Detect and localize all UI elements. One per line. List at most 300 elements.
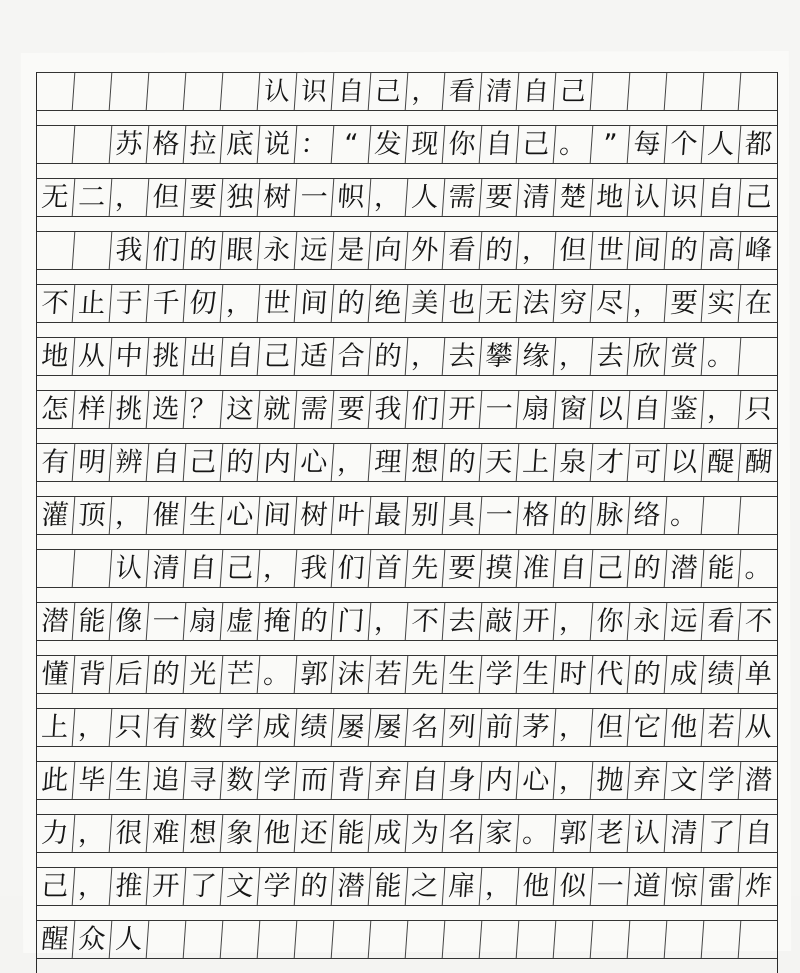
grid-cell: ？	[184, 391, 224, 428]
grid-cell: 背	[332, 762, 372, 799]
grid-cell: 醒	[36, 921, 76, 958]
grid-cell	[554, 921, 594, 958]
grid-cell: 学	[702, 762, 742, 799]
grid-cell	[739, 497, 779, 534]
grid-cell: 自	[332, 73, 372, 110]
grid-cell: ，	[554, 709, 594, 746]
grid-cell: ”	[591, 126, 631, 163]
grid-cell: 很	[110, 815, 150, 852]
grid-cell: 学	[480, 656, 520, 693]
grid-cell: 楚	[554, 179, 594, 216]
grid-cell: 沫	[332, 656, 372, 693]
grid-cell: 需	[295, 391, 335, 428]
grid-cell: 自	[628, 391, 668, 428]
title-row	[37, 72, 777, 111]
grid-cell: 己	[221, 550, 261, 587]
grid-cell: 选	[147, 391, 187, 428]
grid-cell: ，	[406, 338, 446, 375]
grid-cell: 出	[184, 338, 224, 375]
grid-cell	[184, 921, 224, 958]
grid-cell: 地	[36, 338, 76, 375]
grid-cell: 挑	[110, 391, 150, 428]
grid-cell: 能	[73, 603, 113, 640]
grid-cell: 潜	[36, 603, 76, 640]
grid-cell: 我	[295, 550, 335, 587]
grid-cell	[739, 73, 779, 110]
grid-cell: 像	[110, 603, 150, 640]
grid-cell: ，	[702, 391, 742, 428]
grid-cell: 时	[554, 656, 594, 693]
essay-row	[37, 655, 777, 694]
grid-cell: 自	[221, 338, 261, 375]
grid-cell: 若	[702, 709, 742, 746]
grid-cell: 。	[702, 338, 742, 375]
grid-cell: 的	[628, 656, 668, 693]
grid-cell: 清	[147, 550, 187, 587]
grid-cell: 的	[295, 868, 335, 905]
essay-row	[37, 231, 777, 270]
grid-cell	[36, 550, 76, 587]
grid-cell: 学	[258, 762, 298, 799]
grid-cell: 能	[332, 815, 372, 852]
grid-cell: 潜	[665, 550, 705, 587]
grid-cell: 开	[517, 603, 557, 640]
grid-cell: 郭	[295, 656, 335, 693]
grid-cell: 才	[591, 444, 631, 481]
grid-cell: 一	[295, 179, 335, 216]
grid-cell: 它	[628, 709, 668, 746]
grid-cell: 个	[665, 126, 705, 163]
grid-cell	[36, 126, 76, 163]
grid-cell: ，	[221, 285, 261, 322]
grid-cell: 老	[591, 815, 631, 852]
grid-cell: ，	[110, 497, 150, 534]
grid-cell: 背	[73, 656, 113, 693]
grid-cell: 。	[517, 815, 557, 852]
grid-cell: 地	[591, 179, 631, 216]
grid-cell: 首	[369, 550, 409, 587]
grid-cell: 我	[369, 391, 409, 428]
grid-cell: 也	[443, 285, 483, 322]
grid-cell: 力	[36, 815, 76, 852]
grid-cell: 是	[332, 232, 372, 269]
grid-cell: 自	[743, 818, 774, 849]
grid-cell: 惊	[665, 868, 705, 905]
grid-cell: ，	[554, 603, 594, 640]
grid-cell: 树	[258, 179, 298, 216]
grid-cell: 赏	[665, 338, 705, 375]
grid-cell: 看	[443, 232, 483, 269]
grid-cell: 单	[743, 659, 774, 690]
grid-cell: 扉	[443, 868, 483, 905]
grid-cell: 虚	[221, 603, 261, 640]
essay-row	[37, 867, 777, 906]
grid-cell: 无	[36, 179, 76, 216]
grid-cell	[36, 232, 76, 269]
grid-cell: 从	[743, 712, 774, 743]
grid-cell: 以	[591, 391, 631, 428]
grid-cell	[628, 73, 668, 110]
grid-cell: 己	[184, 444, 224, 481]
grid-cell: 先	[406, 656, 446, 693]
grid-cell: 光	[184, 656, 224, 693]
grid-cell: 不	[743, 606, 774, 637]
grid-cell: 都	[743, 129, 774, 160]
grid-cell: 自	[702, 179, 742, 216]
grid-cell: 挑	[147, 338, 187, 375]
grid-cell: 先	[406, 550, 446, 587]
grid-cell: 就	[258, 391, 298, 428]
grid-cell: 但	[147, 179, 187, 216]
grid-cell: 己	[517, 126, 557, 163]
grid-cell: 树	[295, 497, 335, 534]
grid-cell: ，	[628, 285, 668, 322]
grid-cell: 而	[295, 762, 335, 799]
grid-cell: ，	[554, 338, 594, 375]
essay-row	[37, 496, 777, 535]
grid-cell: 要	[332, 391, 372, 428]
grid-cell: 我	[110, 232, 150, 269]
grid-cell: ，	[258, 550, 298, 587]
grid-cell: 清	[517, 179, 557, 216]
grid-cell: 去	[443, 603, 483, 640]
grid-cell: 屡	[369, 709, 409, 746]
grid-cell: 法	[517, 285, 557, 322]
grid-cell: 从	[73, 338, 113, 375]
grid-cell: 郭	[554, 815, 594, 852]
grid-cell: 敲	[480, 603, 520, 640]
grid-cell: 他	[258, 815, 298, 852]
grid-cell: 但	[591, 709, 631, 746]
grid-cell: 辨	[110, 444, 150, 481]
grid-cell: 不	[36, 285, 76, 322]
grid-cell: 成	[258, 709, 298, 746]
grid-cell: 扇	[517, 391, 557, 428]
grid-cell: 你	[591, 603, 631, 640]
grid-cell: ，	[406, 73, 446, 110]
grid-cell: 眼	[221, 232, 261, 269]
grid-cell: 寻	[184, 762, 224, 799]
grid-cell	[73, 126, 113, 163]
grid-cell: 文	[665, 762, 705, 799]
grid-cell: 前	[480, 709, 520, 746]
grid-cell: 发	[369, 126, 409, 163]
grid-cell	[258, 921, 298, 958]
grid-cell: 潜	[743, 765, 774, 796]
grid-cell: 可	[628, 444, 668, 481]
grid-cell: ，	[369, 603, 409, 640]
grid-cell: 他	[665, 709, 705, 746]
grid-cell: 窗	[554, 391, 594, 428]
grid-cell: 在	[743, 288, 774, 319]
grid-cell: 家	[480, 815, 520, 852]
grid-cell: 的	[295, 603, 335, 640]
grid-cell: 自	[406, 762, 446, 799]
grid-cell: 一	[480, 391, 520, 428]
grid-cell: 们	[332, 550, 372, 587]
grid-cell: 不	[406, 603, 446, 640]
grid-cell: 掩	[258, 603, 298, 640]
grid-cell: 难	[147, 815, 187, 852]
grid-cell: 别	[406, 497, 446, 534]
grid-cell: 们	[406, 391, 446, 428]
grid-cell	[443, 921, 483, 958]
grid-cell: 底	[221, 126, 261, 163]
grid-cell: 开	[147, 868, 187, 905]
grid-cell: 醐	[743, 447, 774, 478]
grid-cell: 样	[73, 391, 113, 428]
grid-cell: 外	[406, 232, 446, 269]
grid-cell: 高	[702, 232, 742, 269]
grid-cell: 适	[295, 338, 335, 375]
grid-cell: 合	[332, 338, 372, 375]
grid-cell: 清	[480, 73, 520, 110]
grid-cell: 有	[36, 444, 76, 481]
grid-cell: 身	[443, 762, 483, 799]
grid-cell: ，	[554, 762, 594, 799]
manuscript-grid	[36, 72, 778, 973]
grid-cell: 缘	[517, 338, 557, 375]
grid-cell: ，	[517, 232, 557, 269]
grid-cell: 了	[702, 815, 742, 852]
grid-cell	[739, 921, 779, 958]
grid-cell: 永	[258, 232, 298, 269]
grid-cell: 学	[258, 868, 298, 905]
grid-cell: 的	[332, 285, 372, 322]
grid-cell: 需	[443, 179, 483, 216]
grid-cell	[73, 232, 113, 269]
grid-cell: 自	[184, 550, 224, 587]
grid-cell: 一	[480, 497, 520, 534]
grid-cell	[406, 921, 446, 958]
grid-cell: 推	[110, 868, 150, 905]
grid-cell: 己	[36, 868, 76, 905]
grid-cell: 抛	[591, 762, 631, 799]
grid-cell: 己	[258, 338, 298, 375]
essay-row	[37, 708, 777, 747]
grid-cell: 。	[554, 126, 594, 163]
grid-cell: 潜	[332, 868, 372, 905]
essay-row	[37, 125, 777, 164]
essay-row	[37, 337, 777, 376]
grid-cell: 列	[443, 709, 483, 746]
essay-row	[37, 284, 777, 323]
grid-cell: 一	[147, 603, 187, 640]
grid-cell: 门	[332, 603, 372, 640]
grid-cell: 间	[258, 497, 298, 534]
grid-cell: 攀	[480, 338, 520, 375]
grid-cell: 自	[517, 73, 557, 110]
grid-cell: 美	[406, 285, 446, 322]
grid-cell	[147, 921, 187, 958]
grid-cell: 清	[665, 815, 705, 852]
grid-cell: 认	[628, 179, 668, 216]
grid-cell: 若	[369, 656, 409, 693]
grid-cell: 为	[406, 815, 446, 852]
grid-cell: 格	[147, 126, 187, 163]
grid-cell: 无	[480, 285, 520, 322]
grid-cell	[591, 921, 631, 958]
grid-cell: 认	[628, 815, 668, 852]
grid-cell: 之	[406, 868, 446, 905]
grid-cell: 绝	[369, 285, 409, 322]
grid-cell: 一	[591, 868, 631, 905]
grid-cell: 看	[702, 603, 742, 640]
grid-cell	[702, 497, 742, 534]
grid-cell: 的	[628, 550, 668, 587]
grid-cell: 摸	[480, 550, 520, 587]
grid-cell	[702, 921, 742, 958]
grid-cell: 催	[147, 497, 187, 534]
grid-cell: 名	[406, 709, 446, 746]
grid-cell: 内	[480, 762, 520, 799]
grid-cell: 要	[665, 285, 705, 322]
grid-cell: 最	[369, 497, 409, 534]
grid-cell: 苏	[110, 126, 150, 163]
grid-cell: 帜	[332, 179, 372, 216]
grid-cell: 实	[702, 285, 742, 322]
grid-cell	[295, 921, 335, 958]
grid-cell: 开	[443, 391, 483, 428]
grid-cell: 芒	[221, 656, 261, 693]
grid-cell	[147, 73, 187, 110]
grid-cell: 独	[221, 179, 261, 216]
grid-cell: 。	[258, 656, 298, 693]
grid-cell: 。	[665, 497, 705, 534]
grid-cell: 的	[554, 497, 594, 534]
grid-cell: 千	[147, 285, 187, 322]
essay-row	[37, 814, 777, 853]
grid-cell: 懂	[36, 656, 76, 693]
grid-cell: 具	[443, 497, 483, 534]
grid-cell	[517, 921, 557, 958]
grid-cell: 自	[554, 550, 594, 587]
grid-cell	[184, 73, 224, 110]
grid-cell: 中	[110, 338, 150, 375]
grid-cell	[591, 73, 631, 110]
grid-cell: 要	[443, 550, 483, 587]
grid-cell: 绩	[702, 656, 742, 693]
grid-cell: 的	[665, 232, 705, 269]
grid-cell: 己	[369, 73, 409, 110]
grid-cell: 己	[554, 73, 594, 110]
grid-cell	[369, 921, 409, 958]
grid-cell: 止	[73, 285, 113, 322]
grid-cell: 。	[743, 553, 774, 584]
grid-cell: 每	[628, 126, 668, 163]
grid-cell: 数	[184, 709, 224, 746]
grid-cell: 人	[406, 179, 446, 216]
grid-cell: 但	[554, 232, 594, 269]
grid-cell: 间	[628, 232, 668, 269]
grid-cell: 的	[221, 444, 261, 481]
grid-cell: 的	[184, 232, 224, 269]
grid-cell: 生	[517, 656, 557, 693]
grid-cell: 你	[443, 126, 483, 163]
grid-cell: 文	[221, 868, 261, 905]
grid-cell	[221, 921, 261, 958]
grid-cell: 想	[406, 444, 446, 481]
grid-cell: 拉	[184, 126, 224, 163]
grid-cell: 名	[443, 815, 483, 852]
essay-row	[37, 443, 777, 482]
grid-cell: 成	[369, 815, 409, 852]
essay-row	[37, 390, 777, 429]
grid-cell	[702, 73, 742, 110]
grid-cell: 上	[36, 709, 76, 746]
grid-cell: 道	[628, 868, 668, 905]
grid-cell: 格	[517, 497, 557, 534]
grid-cell: 人	[110, 921, 150, 958]
grid-cell	[73, 550, 113, 587]
grid-cell: 二	[73, 179, 113, 216]
grid-cell: 要	[184, 179, 224, 216]
grid-cell: 叶	[332, 497, 372, 534]
grid-cell: 世	[258, 285, 298, 322]
grid-cell: 还	[295, 815, 335, 852]
grid-cell: 炸	[743, 871, 774, 902]
grid-cell: 弃	[628, 762, 668, 799]
grid-cell: 绩	[295, 709, 335, 746]
grid-cell	[36, 73, 76, 110]
grid-cell: 人	[702, 126, 742, 163]
grid-cell: 准	[517, 550, 557, 587]
grid-cell: 己	[591, 550, 631, 587]
grid-cell: 怎	[36, 391, 76, 428]
grid-cell: 追	[147, 762, 187, 799]
grid-cell: 的	[369, 338, 409, 375]
grid-cell: 认	[110, 550, 150, 587]
grid-cell: 尽	[591, 285, 631, 322]
essay-row	[37, 920, 777, 959]
grid-cell: ，	[73, 709, 113, 746]
grid-cell: 心	[295, 444, 335, 481]
grid-cell: 的	[443, 444, 483, 481]
grid-cell: 峰	[743, 235, 774, 266]
grid-cell: 学	[221, 709, 261, 746]
grid-cell: 要	[480, 179, 520, 216]
grid-cell: 他	[517, 868, 557, 905]
grid-cell: 众	[73, 921, 113, 958]
grid-cell: 能	[369, 868, 409, 905]
grid-cell: 茅	[517, 709, 557, 746]
grid-cell: 己	[743, 182, 774, 213]
grid-cell: “	[332, 126, 372, 163]
grid-cell: 灌	[36, 497, 76, 534]
grid-cell: 上	[517, 444, 557, 481]
essay-row	[37, 602, 777, 641]
grid-cell: 自	[480, 126, 520, 163]
grid-cell: 识	[295, 73, 335, 110]
grid-cell: 数	[221, 762, 261, 799]
grid-cell	[628, 921, 668, 958]
grid-cell: 天	[480, 444, 520, 481]
grid-cell: 泉	[554, 444, 594, 481]
essay-row	[37, 761, 777, 800]
grid-cell: 去	[443, 338, 483, 375]
grid-cell: 认	[258, 73, 298, 110]
grid-cell	[221, 73, 261, 110]
grid-cell: 此	[36, 762, 76, 799]
grid-cell: 仞	[184, 285, 224, 322]
grid-cell: 间	[295, 285, 335, 322]
grid-cell: ，	[110, 179, 150, 216]
grid-cell: 想	[184, 815, 224, 852]
grid-cell: 识	[665, 179, 705, 216]
grid-cell: 醍	[702, 444, 742, 481]
essay-row	[37, 549, 777, 588]
grid-cell	[110, 73, 150, 110]
